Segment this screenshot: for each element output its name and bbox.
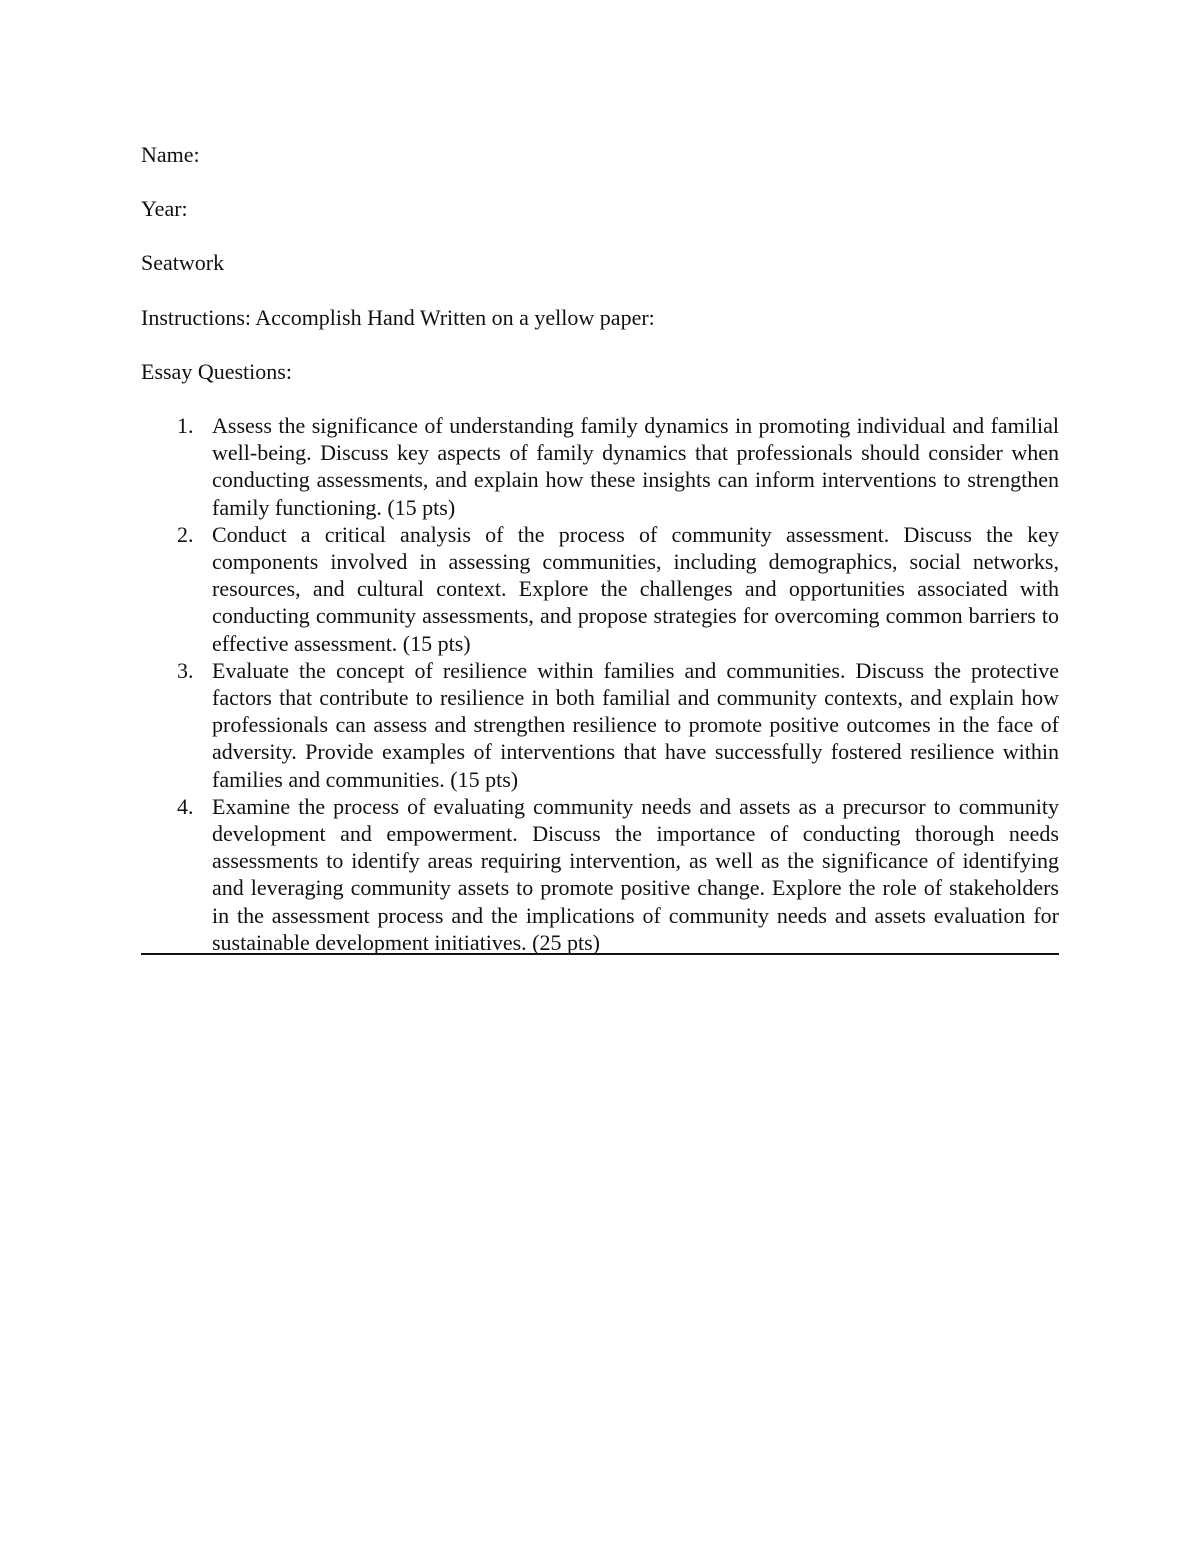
question-number: 2.	[177, 521, 194, 547]
question-text: Evaluate the concept of resilience within families and communities. Discuss the protective factors that contribute to resilience in both familial and community contexts, and explain how professionals can assess and strengthen resilience to promote positive outcomes in the face of adversity. Provide examples of interventions that have successfully fostered resilience within families and communities. (15 pts)	[212, 657, 1059, 792]
question-text: Assess the significance of understanding family dynamics in promoting individual and familial well-being. Discuss key aspects of family dynamics that professionals should consider when conducting assessments, and explain how these insights can inform interventions to strengthen family functioning. (15 pts)	[212, 413, 1059, 520]
bottom-rule-divider	[141, 953, 1059, 955]
question-number: 1.	[177, 413, 194, 439]
essay-question-3	[141, 657, 1059, 793]
year-label: Year:	[141, 196, 188, 222]
essay-question-4	[141, 793, 1059, 956]
seatwork-label: Seatwork	[141, 250, 225, 276]
essay-question-list	[141, 412, 1059, 956]
question-number: 3.	[177, 657, 194, 683]
essay-question-2	[141, 521, 1059, 657]
question-text: Conduct a critical analysis of the process of community assessment. Discuss the key components involved in assessing communities, including demographics, social networks, resources, and cultural context. Explore the challenges and opportunities associated with conducting community assessments, and propose strategies for overcoming common barriers to effective assessment. (15 pts)	[212, 521, 1059, 656]
question-number: 4.	[177, 793, 194, 819]
question-text: Examine the process of evaluating community needs and assets as a precursor to community development and empowerment. Discuss the importance of conducting thorough needs assessments to identify areas requiring intervention, as well as the significance of identifying and leveraging community assets to promote positive change. Explore the role of stakeholders in the assessment process and the implications of community needs and assets evaluation for sustainable development initiatives. (25 pts)	[212, 793, 1059, 955]
document-body	[141, 141, 1059, 956]
name-label: Name:	[141, 142, 200, 167]
instructions-text: Instructions: Accomplish Hand Written on a yellow paper:	[141, 304, 655, 330]
essay-question-1	[141, 412, 1059, 521]
essay-questions-heading: Essay Questions:	[141, 358, 292, 384]
